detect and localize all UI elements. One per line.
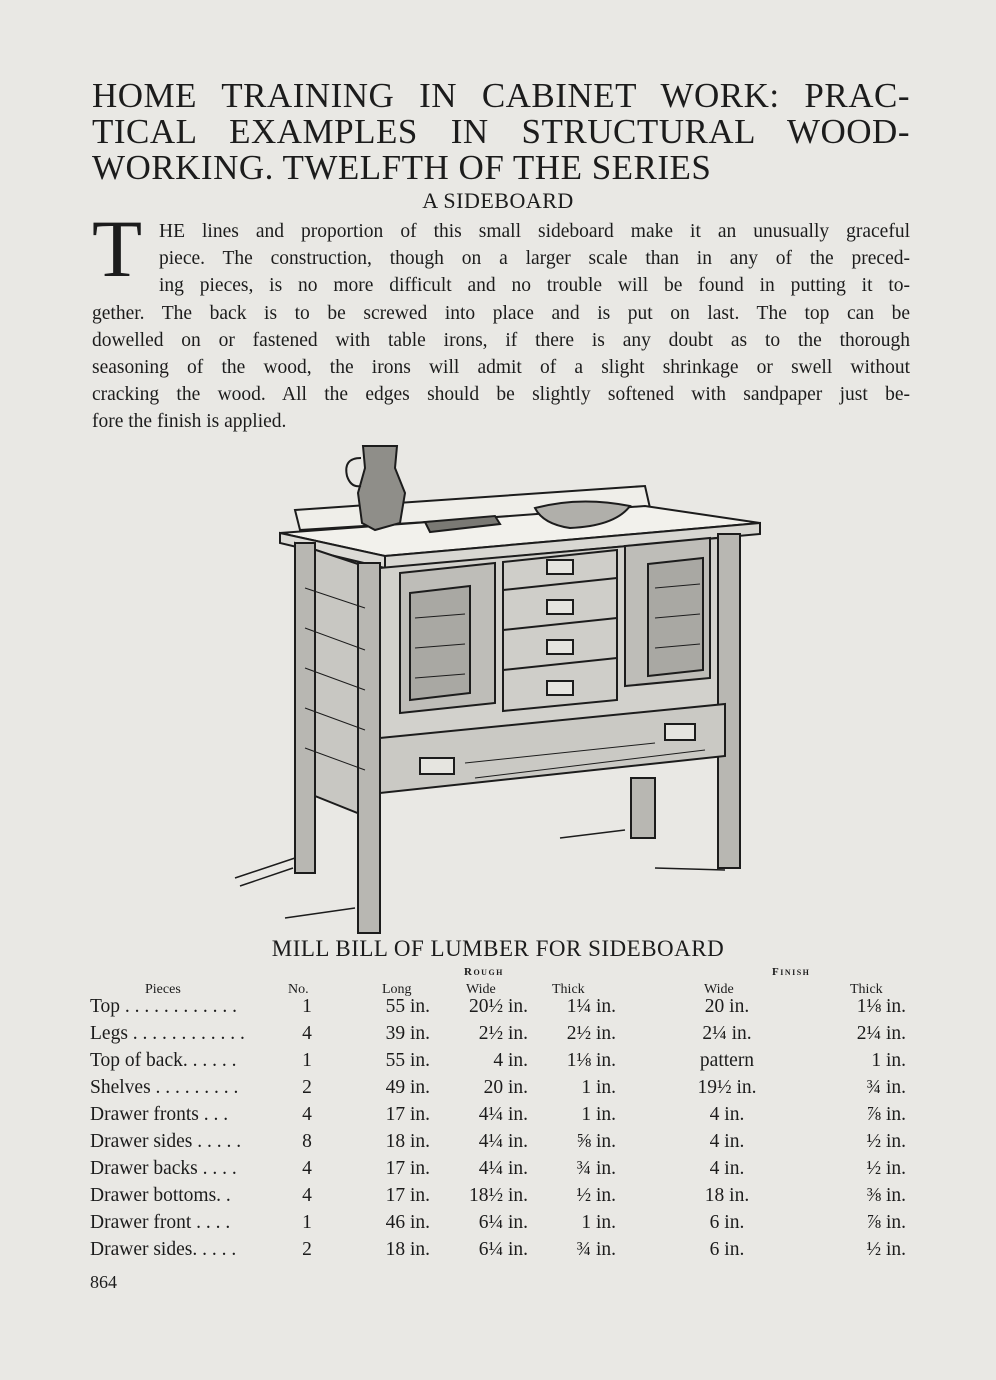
cell-piece: Top . . . . . . . . . . . . [90, 996, 238, 1017]
intro-line: gether. The back is to be screwed into place and is put on last. The top can be [92, 302, 910, 324]
cell-no: 1 [302, 996, 312, 1017]
title-line: TICAL EXAMPLES IN STRUCTURAL WOOD- [92, 112, 910, 151]
cell-no: 1 [302, 1212, 312, 1233]
table-row [0, 1185, 996, 1212]
cell-rough-thick: 1⅛ in. [566, 1050, 616, 1071]
title-line: HOME TRAINING IN CABINET WORK: PRAC- [92, 76, 910, 115]
cell-rough-wide: 20½ in. [468, 996, 528, 1017]
cell-finish-thick: ⅞ in. [866, 1104, 906, 1125]
cell-finish-wide: 18 in. [704, 1185, 750, 1206]
article-title [92, 78, 910, 186]
cell-long: 46 in. [385, 1212, 430, 1233]
cell-no: 4 [302, 1158, 312, 1179]
cell-rough-wide: 6¼ in. [478, 1212, 528, 1233]
cell-rough-wide: 4 in. [493, 1050, 528, 1071]
cell-piece: Drawer fronts . . . [90, 1104, 229, 1125]
cell-finish-wide: 4 in. [709, 1158, 745, 1179]
cell-finish-thick: ½ in. [866, 1131, 906, 1152]
cell-long: 55 in. [385, 1050, 430, 1071]
cell-long: 39 in. [385, 1023, 430, 1044]
page-number: 864 [90, 1272, 117, 1292]
cell-no: 1 [302, 1050, 312, 1071]
cell-finish-wide: 2¼ in. [702, 1023, 752, 1044]
table-row [0, 1077, 996, 1104]
cell-long: 17 in. [385, 1158, 430, 1179]
intro-line: piece. The construction, though on a larger scale than in any of the preced- [159, 248, 910, 270]
cell-rough-wide: 20 in. [483, 1077, 528, 1098]
sideboard-illustration [225, 438, 765, 938]
cell-piece: Drawer sides . . . . . [90, 1131, 242, 1152]
cell-piece: Top of back. . . . . . [90, 1050, 237, 1071]
cell-finish-thick: 1⅛ in. [856, 996, 906, 1017]
cell-rough-wide: 6¼ in. [478, 1239, 528, 1260]
cell-no: 4 [302, 1023, 312, 1044]
cell-finish-wide: 20 in. [704, 996, 750, 1017]
cell-rough-thick: ½ in. [576, 1185, 616, 1206]
cell-finish-thick: ⅞ in. [866, 1212, 906, 1233]
header-finish-thick: Thick [850, 982, 883, 997]
table-row [0, 1212, 996, 1239]
table-title: MILL BILL OF LUMBER FOR SIDEBOARD [271, 936, 725, 961]
cell-piece: Drawer sides. . . . . [90, 1239, 237, 1260]
intro-line: cracking the wood. All the edges should be slightly softened with sandpaper just be- [92, 384, 910, 406]
cell-piece: Drawer backs . . . . [90, 1158, 237, 1179]
header-pieces: Pieces [145, 982, 181, 997]
cell-rough-thick: ⅝ in. [576, 1131, 616, 1152]
header-no: No. [288, 982, 309, 997]
title-line: WORKING. TWELFTH OF THE SERIES [92, 148, 712, 187]
cell-long: 17 in. [385, 1185, 430, 1206]
drop-cap: T [92, 203, 143, 294]
cell-rough-thick: 1 in. [581, 1212, 616, 1233]
cell-rough-thick: ¾ in. [576, 1158, 616, 1179]
cell-piece: Legs . . . . . . . . . . . . [90, 1023, 245, 1044]
cell-finish-thick: 2¼ in. [856, 1023, 906, 1044]
group-finish-label: Finish [772, 966, 811, 978]
cell-finish-thick: ⅜ in. [866, 1185, 906, 1206]
intro-line: seasoning of the wood, the irons will admit of a slight shrinkage or swell without [92, 357, 910, 379]
intro-line: HE lines and proportion of this small sideboard make it an unusually graceful [159, 221, 910, 242]
cell-finish-wide: pattern [699, 1050, 755, 1071]
cell-piece: Drawer front . . . . [90, 1212, 231, 1233]
cell-no: 4 [302, 1185, 312, 1206]
header-rough-thick: Thick [552, 982, 585, 997]
header-finish-wide: Wide [704, 982, 734, 997]
group-rough-label: Rough [464, 966, 504, 978]
cell-finish-thick: 1 in. [871, 1050, 906, 1071]
cell-no: 4 [302, 1104, 312, 1125]
cell-finish-thick: ¾ in. [866, 1077, 906, 1098]
cell-rough-wide: 18½ in. [468, 1185, 528, 1206]
cell-rough-wide: 4¼ in. [478, 1131, 528, 1152]
cell-rough-thick: 1 in. [581, 1077, 616, 1098]
table-row [0, 1239, 996, 1266]
cell-long: 49 in. [385, 1077, 430, 1098]
cell-rough-thick: 2½ in. [566, 1023, 616, 1044]
cell-long: 55 in. [385, 996, 430, 1017]
table-row [0, 1131, 996, 1158]
cell-rough-wide: 4¼ in. [478, 1158, 528, 1179]
table-row [0, 1158, 996, 1185]
header-rough-wide: Wide [466, 982, 496, 997]
table-row [0, 1104, 996, 1131]
cell-no: 2 [302, 1239, 312, 1260]
intro-paragraph [92, 218, 910, 436]
cell-no: 8 [302, 1131, 312, 1152]
cell-finish-thick: ½ in. [866, 1158, 906, 1179]
article-subtitle: A SIDEBOARD [422, 188, 574, 213]
table-row [0, 1023, 996, 1050]
header-long: Long [382, 982, 412, 997]
cell-rough-wide: 2½ in. [478, 1023, 528, 1044]
cell-finish-wide: 6 in. [709, 1239, 745, 1260]
cell-piece: Drawer bottoms. . [90, 1185, 231, 1206]
cell-rough-wide: 4¼ in. [478, 1104, 528, 1125]
cell-rough-thick: ¾ in. [576, 1239, 616, 1260]
intro-line: fore the finish is applied. [92, 411, 287, 433]
table-row [0, 1050, 996, 1077]
cell-finish-wide: 19½ in. [697, 1077, 757, 1098]
cell-rough-thick: 1 in. [581, 1104, 616, 1125]
table-row [0, 996, 996, 1023]
intro-line: ing pieces, is no more difficult and no trouble will be found in putting it to- [159, 275, 910, 297]
cell-long: 18 in. [385, 1239, 430, 1260]
cell-long: 17 in. [385, 1104, 430, 1125]
cell-finish-thick: ½ in. [866, 1239, 906, 1260]
cell-rough-thick: 1¼ in. [566, 996, 616, 1017]
cell-no: 2 [302, 1077, 312, 1098]
intro-line: dowelled on or fastened with table irons, if there is any doubt as to the thorough [92, 329, 910, 351]
cell-long: 18 in. [385, 1131, 430, 1152]
cell-finish-wide: 4 in. [709, 1104, 745, 1125]
cell-finish-wide: 4 in. [709, 1131, 745, 1152]
cell-finish-wide: 6 in. [709, 1212, 745, 1233]
cell-piece: Shelves . . . . . . . . . [90, 1077, 239, 1098]
